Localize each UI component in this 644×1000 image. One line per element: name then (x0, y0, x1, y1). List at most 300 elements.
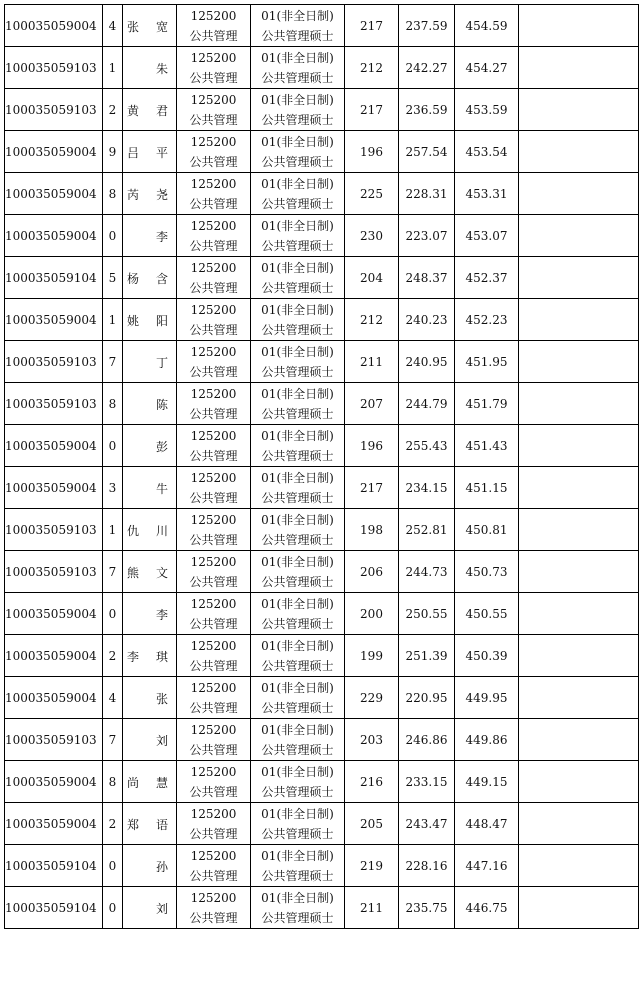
candidate-name (123, 299, 177, 341)
remarks-cell (519, 383, 639, 425)
degree-type: 公共管理硕士 (261, 574, 334, 589)
degree-type: 公共管理硕士 (261, 826, 334, 841)
score-2: 250.55 (399, 593, 455, 635)
candidate-id-suffix: 0 (103, 887, 123, 929)
study-mode: 01(非全日制) (261, 890, 334, 905)
score-2: 251.39 (399, 635, 455, 677)
candidate-id-suffix: 7 (103, 341, 123, 383)
table-row (5, 131, 639, 173)
study-mode: 01(非全日制) (261, 428, 334, 443)
table-row (5, 257, 639, 299)
candidate-name (123, 593, 177, 635)
major-cell (177, 47, 251, 89)
remarks-cell (519, 719, 639, 761)
major-code: 125200 (190, 680, 237, 695)
total-score: 449.86 (455, 719, 519, 761)
major-code: 125200 (190, 722, 237, 737)
candidate-name (123, 803, 177, 845)
candidate-name (123, 509, 177, 551)
study-type-cell (251, 761, 345, 803)
candidate-id-suffix: 7 (103, 551, 123, 593)
score-1: 225 (345, 173, 399, 215)
score-1: 198 (345, 509, 399, 551)
candidate-name (123, 131, 177, 173)
score-1: 217 (345, 89, 399, 131)
total-score: 453.54 (455, 131, 519, 173)
candidate-id-suffix: 2 (103, 89, 123, 131)
name-last-char: 牛 (155, 482, 168, 496)
name-first-char: 熊 (127, 566, 140, 580)
candidate-id: 100035059004 (5, 425, 103, 467)
candidate-id: 100035059004 (5, 635, 103, 677)
name-last-char: 琪 (155, 650, 168, 664)
study-type-cell (251, 341, 345, 383)
degree-type: 公共管理硕士 (261, 28, 334, 43)
major-code: 125200 (190, 512, 237, 527)
major-cell (177, 845, 251, 887)
remarks-cell (519, 299, 639, 341)
name-last-char: 含 (155, 272, 168, 286)
degree-type: 公共管理硕士 (261, 112, 334, 127)
candidate-id-suffix: 8 (103, 173, 123, 215)
score-1: 196 (345, 425, 399, 467)
candidate-name (123, 89, 177, 131)
degree-type: 公共管理硕士 (261, 616, 334, 631)
remarks-cell (519, 845, 639, 887)
major-cell (177, 425, 251, 467)
major-code: 125200 (190, 638, 237, 653)
score-1: 206 (345, 551, 399, 593)
name-last-char: 李 (155, 608, 168, 622)
score-2: 234.15 (399, 467, 455, 509)
score-1: 205 (345, 803, 399, 845)
study-mode: 01(非全日制) (261, 92, 334, 107)
major-cell (177, 467, 251, 509)
major-name: 公共管理 (189, 364, 238, 379)
total-score: 450.81 (455, 509, 519, 551)
candidate-name (123, 173, 177, 215)
name-last-char: 丁 (155, 356, 168, 370)
study-type-cell (251, 887, 345, 929)
candidate-id: 100035059004 (5, 593, 103, 635)
degree-type: 公共管理硕士 (261, 784, 334, 799)
score-2: 244.79 (399, 383, 455, 425)
table-row (5, 803, 639, 845)
candidate-id: 100035059103 (5, 551, 103, 593)
candidate-id: 100035059103 (5, 509, 103, 551)
table-row (5, 635, 639, 677)
candidate-id-suffix: 3 (103, 467, 123, 509)
major-cell (177, 341, 251, 383)
score-2: 228.31 (399, 173, 455, 215)
results-table (4, 4, 639, 929)
candidate-id: 100035059004 (5, 761, 103, 803)
remarks-cell (519, 131, 639, 173)
study-mode: 01(非全日制) (261, 176, 334, 191)
major-name: 公共管理 (189, 28, 238, 43)
major-code: 125200 (190, 848, 237, 863)
table-row (5, 467, 639, 509)
study-type-cell (251, 131, 345, 173)
name-last-char: 君 (155, 104, 168, 118)
total-score: 449.15 (455, 761, 519, 803)
remarks-cell (519, 257, 639, 299)
study-type-cell (251, 677, 345, 719)
candidate-name (123, 47, 177, 89)
name-last-char: 刘 (155, 902, 168, 916)
name-first-char: 尚 (127, 776, 140, 790)
total-score: 447.16 (455, 845, 519, 887)
candidate-id-suffix: 2 (103, 803, 123, 845)
score-2: 240.23 (399, 299, 455, 341)
name-last-char: 彭 (155, 440, 168, 454)
name-last-char: 慧 (155, 776, 168, 790)
score-2: 236.59 (399, 89, 455, 131)
study-mode: 01(非全日制) (261, 764, 334, 779)
remarks-cell (519, 47, 639, 89)
candidate-name (123, 383, 177, 425)
study-type-cell (251, 551, 345, 593)
candidate-id: 100035059004 (5, 131, 103, 173)
candidate-id: 100035059004 (5, 677, 103, 719)
degree-type: 公共管理硕士 (261, 532, 334, 547)
major-name: 公共管理 (189, 658, 238, 673)
score-2: 223.07 (399, 215, 455, 257)
candidate-id: 100035059103 (5, 47, 103, 89)
score-2: 246.86 (399, 719, 455, 761)
score-1: 211 (345, 341, 399, 383)
study-type-cell (251, 215, 345, 257)
major-name: 公共管理 (189, 574, 238, 589)
study-type-cell (251, 47, 345, 89)
study-type-cell (251, 5, 345, 47)
major-name: 公共管理 (189, 784, 238, 799)
candidate-id: 100035059004 (5, 215, 103, 257)
score-2: 220.95 (399, 677, 455, 719)
name-first-char: 黄 (127, 104, 140, 118)
degree-type: 公共管理硕士 (261, 70, 334, 85)
candidate-id: 100035059103 (5, 89, 103, 131)
name-last-char: 孙 (155, 860, 168, 874)
study-type-cell (251, 509, 345, 551)
score-1: 212 (345, 47, 399, 89)
name-first-char: 芮 (127, 188, 140, 202)
remarks-cell (519, 425, 639, 467)
remarks-cell (519, 341, 639, 383)
degree-type: 公共管理硕士 (261, 364, 334, 379)
major-cell (177, 215, 251, 257)
study-type-cell (251, 383, 345, 425)
score-1: 200 (345, 593, 399, 635)
remarks-cell (519, 467, 639, 509)
major-name: 公共管理 (189, 238, 238, 253)
major-cell (177, 551, 251, 593)
major-code: 125200 (190, 92, 237, 107)
remarks-cell (519, 887, 639, 929)
candidate-id: 100035059004 (5, 299, 103, 341)
major-code: 125200 (190, 302, 237, 317)
name-last-char: 刘 (155, 734, 168, 748)
remarks-cell (519, 803, 639, 845)
remarks-cell (519, 761, 639, 803)
table-row (5, 677, 639, 719)
score-1: 217 (345, 5, 399, 47)
study-type-cell (251, 299, 345, 341)
candidate-id-suffix: 0 (103, 593, 123, 635)
score-2: 242.27 (399, 47, 455, 89)
major-code: 125200 (190, 176, 237, 191)
name-last-char: 平 (155, 146, 168, 160)
candidate-id: 100035059104 (5, 845, 103, 887)
study-mode: 01(非全日制) (261, 680, 334, 695)
major-cell (177, 509, 251, 551)
major-code: 125200 (190, 764, 237, 779)
candidate-id-suffix: 1 (103, 509, 123, 551)
study-mode: 01(非全日制) (261, 848, 334, 863)
remarks-cell (519, 551, 639, 593)
study-mode: 01(非全日制) (261, 134, 334, 149)
degree-type: 公共管理硕士 (261, 658, 334, 673)
major-cell (177, 635, 251, 677)
score-2: 248.37 (399, 257, 455, 299)
score-2: 228.16 (399, 845, 455, 887)
candidate-name (123, 551, 177, 593)
remarks-cell (519, 5, 639, 47)
major-name: 公共管理 (189, 742, 238, 757)
candidate-name (123, 257, 177, 299)
major-name: 公共管理 (189, 280, 238, 295)
candidate-name (123, 425, 177, 467)
table-row (5, 845, 639, 887)
score-2: 233.15 (399, 761, 455, 803)
study-mode: 01(非全日制) (261, 302, 334, 317)
major-code: 125200 (190, 596, 237, 611)
candidate-name (123, 719, 177, 761)
score-1: 211 (345, 887, 399, 929)
study-mode: 01(非全日制) (261, 8, 334, 23)
score-1: 219 (345, 845, 399, 887)
major-cell (177, 803, 251, 845)
major-name: 公共管理 (189, 910, 238, 925)
table-row (5, 593, 639, 635)
total-score: 452.23 (455, 299, 519, 341)
degree-type: 公共管理硕士 (261, 238, 334, 253)
table-row (5, 47, 639, 89)
study-mode: 01(非全日制) (261, 638, 334, 653)
total-score: 451.43 (455, 425, 519, 467)
study-mode: 01(非全日制) (261, 50, 334, 65)
total-score: 451.95 (455, 341, 519, 383)
study-type-cell (251, 173, 345, 215)
major-code: 125200 (190, 428, 237, 443)
candidate-id: 100035059103 (5, 719, 103, 761)
table-row (5, 383, 639, 425)
major-code: 125200 (190, 260, 237, 275)
degree-type: 公共管理硕士 (261, 868, 334, 883)
total-score: 450.73 (455, 551, 519, 593)
major-name: 公共管理 (189, 196, 238, 211)
major-code: 125200 (190, 890, 237, 905)
candidate-id: 100035059104 (5, 257, 103, 299)
major-name: 公共管理 (189, 70, 238, 85)
candidate-id-suffix: 2 (103, 635, 123, 677)
score-2: 255.43 (399, 425, 455, 467)
major-name: 公共管理 (189, 322, 238, 337)
candidate-id: 100035059004 (5, 803, 103, 845)
major-code: 125200 (190, 344, 237, 359)
table-row (5, 5, 639, 47)
name-last-char: 李 (155, 230, 168, 244)
major-cell (177, 299, 251, 341)
candidate-id: 100035059104 (5, 887, 103, 929)
table-row (5, 887, 639, 929)
candidate-name (123, 635, 177, 677)
table-row (5, 173, 639, 215)
name-last-char: 阳 (155, 314, 168, 328)
candidate-id: 100035059004 (5, 173, 103, 215)
score-1: 196 (345, 131, 399, 173)
major-name: 公共管理 (189, 826, 238, 841)
degree-type: 公共管理硕士 (261, 448, 334, 463)
major-code: 125200 (190, 470, 237, 485)
study-mode: 01(非全日制) (261, 806, 334, 821)
name-last-char: 语 (155, 818, 168, 832)
study-mode: 01(非全日制) (261, 218, 334, 233)
major-cell (177, 257, 251, 299)
candidate-id-suffix: 7 (103, 719, 123, 761)
name-first-char: 李 (127, 650, 140, 664)
major-cell (177, 761, 251, 803)
degree-type: 公共管理硕士 (261, 700, 334, 715)
total-score: 453.59 (455, 89, 519, 131)
candidate-id-suffix: 4 (103, 677, 123, 719)
candidate-name (123, 467, 177, 509)
degree-type: 公共管理硕士 (261, 742, 334, 757)
name-last-char: 文 (155, 566, 168, 580)
table-row (5, 89, 639, 131)
table-row (5, 341, 639, 383)
table-row (5, 425, 639, 467)
score-1: 207 (345, 383, 399, 425)
study-type-cell (251, 845, 345, 887)
name-last-char: 朱 (155, 62, 168, 76)
study-type-cell (251, 803, 345, 845)
remarks-cell (519, 173, 639, 215)
major-name: 公共管理 (189, 154, 238, 169)
remarks-cell (519, 677, 639, 719)
score-2: 235.75 (399, 887, 455, 929)
name-last-char: 宽 (155, 20, 168, 34)
total-score: 454.59 (455, 5, 519, 47)
major-name: 公共管理 (189, 490, 238, 505)
major-name: 公共管理 (189, 406, 238, 421)
score-2: 252.81 (399, 509, 455, 551)
score-2: 237.59 (399, 5, 455, 47)
candidate-name (123, 887, 177, 929)
name-first-char: 张 (127, 20, 140, 34)
candidate-id-suffix: 0 (103, 425, 123, 467)
remarks-cell (519, 89, 639, 131)
candidate-name (123, 761, 177, 803)
candidate-id: 100035059103 (5, 383, 103, 425)
major-code: 125200 (190, 50, 237, 65)
name-last-char: 川 (155, 524, 168, 538)
study-mode: 01(非全日制) (261, 470, 334, 485)
table-row (5, 719, 639, 761)
score-1: 203 (345, 719, 399, 761)
study-mode: 01(非全日制) (261, 554, 334, 569)
total-score: 451.79 (455, 383, 519, 425)
remarks-cell (519, 509, 639, 551)
score-1: 217 (345, 467, 399, 509)
score-2: 243.47 (399, 803, 455, 845)
score-2: 257.54 (399, 131, 455, 173)
candidate-name (123, 341, 177, 383)
remarks-cell (519, 593, 639, 635)
degree-type: 公共管理硕士 (261, 322, 334, 337)
score-2: 240.95 (399, 341, 455, 383)
degree-type: 公共管理硕士 (261, 910, 334, 925)
name-last-char: 张 (155, 692, 168, 706)
total-score: 454.27 (455, 47, 519, 89)
name-last-char: 尧 (155, 188, 168, 202)
major-name: 公共管理 (189, 700, 238, 715)
score-2: 244.73 (399, 551, 455, 593)
major-name: 公共管理 (189, 112, 238, 127)
score-1: 204 (345, 257, 399, 299)
major-code: 125200 (190, 554, 237, 569)
study-mode: 01(非全日制) (261, 386, 334, 401)
candidate-id: 100035059004 (5, 5, 103, 47)
name-first-char: 杨 (127, 272, 140, 286)
candidate-id-suffix: 5 (103, 257, 123, 299)
major-cell (177, 887, 251, 929)
major-cell (177, 719, 251, 761)
remarks-cell (519, 215, 639, 257)
study-mode: 01(非全日制) (261, 596, 334, 611)
total-score: 450.39 (455, 635, 519, 677)
table-row (5, 761, 639, 803)
major-name: 公共管理 (189, 532, 238, 547)
degree-type: 公共管理硕士 (261, 406, 334, 421)
score-1: 229 (345, 677, 399, 719)
results-table-body (5, 5, 639, 929)
degree-type: 公共管理硕士 (261, 196, 334, 211)
major-name: 公共管理 (189, 448, 238, 463)
major-cell (177, 593, 251, 635)
study-type-cell (251, 719, 345, 761)
candidate-id-suffix: 0 (103, 215, 123, 257)
study-mode: 01(非全日制) (261, 260, 334, 275)
major-name: 公共管理 (189, 616, 238, 631)
study-type-cell (251, 635, 345, 677)
candidate-id-suffix: 4 (103, 5, 123, 47)
major-code: 125200 (190, 134, 237, 149)
total-score: 453.31 (455, 173, 519, 215)
total-score: 452.37 (455, 257, 519, 299)
candidate-id-suffix: 8 (103, 383, 123, 425)
study-type-cell (251, 467, 345, 509)
major-cell (177, 383, 251, 425)
name-first-char: 郑 (127, 818, 140, 832)
major-code: 125200 (190, 218, 237, 233)
major-code: 125200 (190, 806, 237, 821)
remarks-cell (519, 635, 639, 677)
study-mode: 01(非全日制) (261, 512, 334, 527)
major-name: 公共管理 (189, 868, 238, 883)
total-score: 449.95 (455, 677, 519, 719)
candidate-id-suffix: 9 (103, 131, 123, 173)
